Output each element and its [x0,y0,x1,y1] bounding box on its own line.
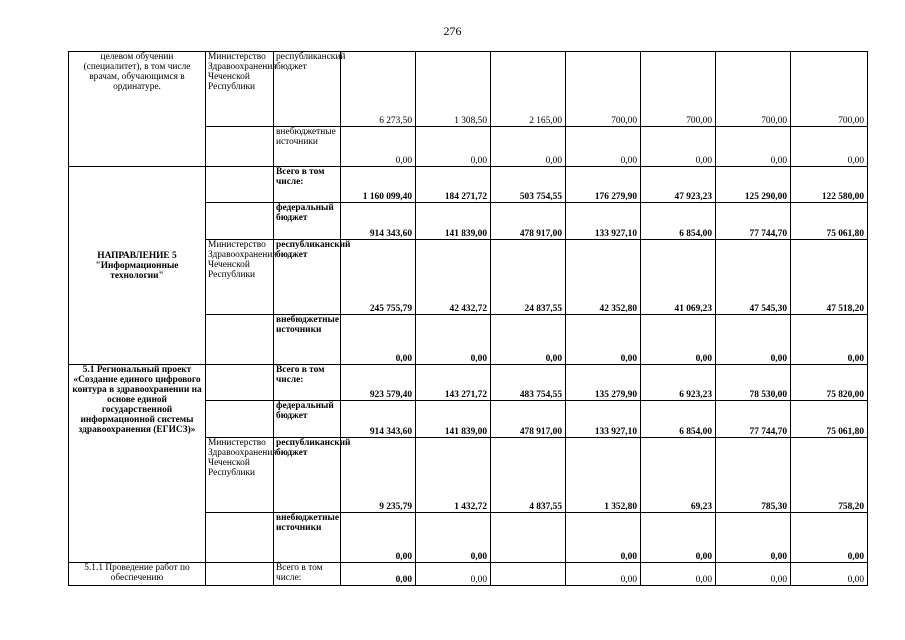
value-cell: 176 279,90 [566,167,641,203]
value-cell: 0,00 [791,513,868,563]
executor-cell [206,563,274,586]
row-name-cell: НАПРАВЛЕНИЕ 5 "Информационные технологии" [69,167,206,365]
value-cell: 6 854,00 [641,203,716,240]
value-cell: 914 343,60 [341,401,416,438]
value-cell: 0,00 [791,127,868,167]
value-cell: 0,00 [641,127,716,167]
value-cell: 133 927,10 [566,401,641,438]
value-cell: 914 343,60 [341,203,416,240]
value-cell: 0,00 [716,315,791,365]
value-cell: 75 820,00 [791,365,868,401]
value-cell: 700,00 [716,52,791,127]
executor-cell [206,365,274,401]
table-row [69,52,868,127]
value-cell: 503 754,55 [491,167,566,203]
value-cell: 0,00 [716,513,791,563]
value-cell: 6 923,23 [641,365,716,401]
value-cell: 47 545,30 [716,240,791,315]
value-cell: 700,00 [791,52,868,127]
value-cell: 0,00 [416,513,491,563]
source-cell: республиканский бюджет [274,240,341,315]
value-cell: 141 839,00 [416,401,491,438]
table-row [69,365,868,401]
value-cell: 0,00 [716,563,791,586]
value-cell: 1 308,50 [416,52,491,127]
source-cell: внебюджетные источники [274,127,341,167]
value-cell: 785,30 [716,438,791,513]
value-cell: 0,00 [341,513,416,563]
value-cell: 1 160 099,40 [341,167,416,203]
value-cell: 135 279,90 [566,365,641,401]
value-cell [491,513,566,563]
executor-cell: Министерство Здравоохранения Чеченской Республики [206,240,274,315]
value-cell: 0,00 [641,563,716,586]
value-cell: 75 061,80 [791,203,868,240]
executor-cell: Министерство Здравоохранения Чеченской Республики [206,438,274,513]
value-cell: 69,23 [641,438,716,513]
source-cell: федеральный бюджет [274,401,341,438]
value-cell: 78 530,00 [716,365,791,401]
value-cell: 6 273,50 [341,52,416,127]
value-cell: 143 271,72 [416,365,491,401]
value-cell: 923 579,40 [341,365,416,401]
value-cell: 122 580,00 [791,167,868,203]
value-cell: 0,00 [491,315,566,365]
source-cell: республиканский бюджет [274,438,341,513]
executor-cell: Министерство Здравоохранения Чеченской Республики [206,52,274,127]
value-cell: 24 837,55 [491,240,566,315]
executor-cell [206,203,274,240]
value-cell: 42 432,72 [416,240,491,315]
source-cell: Всего в том числе: [274,365,341,401]
value-cell: 77 744,70 [716,401,791,438]
budget-table [68,51,868,586]
value-cell: 0,00 [416,315,491,365]
source-cell: внебюджетные источники [274,513,341,563]
executor-cell [206,127,274,167]
value-cell: 0,00 [566,513,641,563]
value-cell: 0,00 [791,563,868,586]
executor-cell [206,401,274,438]
row-name-cell: целевом обучении (специалитет), в том числе врачам, обучающимся в ординатуре. [69,52,206,167]
page-number: 276 [443,24,462,38]
table-row [69,167,868,203]
value-cell: 1 432,72 [416,438,491,513]
value-cell: 0,00 [566,315,641,365]
value-cell: 1 352,80 [566,438,641,513]
value-cell: 0,00 [716,127,791,167]
row-name-cell: 5.1.1 Проведение работ по обеспечению [69,563,206,586]
value-cell: 2 165,00 [491,52,566,127]
value-cell: 125 290,00 [716,167,791,203]
value-cell: 47 923,23 [641,167,716,203]
value-cell: 0,00 [641,513,716,563]
value-cell: 9 235,79 [341,438,416,513]
table-row [69,563,868,586]
value-cell: 184 271,72 [416,167,491,203]
value-cell: 4 837,55 [491,438,566,513]
value-cell: 0,00 [491,127,566,167]
value-cell: 478 917,00 [491,203,566,240]
value-cell: 0,00 [566,127,641,167]
value-cell: 0,00 [566,563,641,586]
value-cell: 42 352,80 [566,240,641,315]
value-cell: 47 518,20 [791,240,868,315]
value-cell: 0,00 [791,315,868,365]
value-cell: 478 917,00 [491,401,566,438]
value-cell: 0,00 [341,315,416,365]
source-cell: внебюджетные источники [274,315,341,365]
value-cell: 41 069,23 [641,240,716,315]
value-cell: 75 061,80 [791,401,868,438]
value-cell: 0,00 [341,127,416,167]
value-cell: 77 744,70 [716,203,791,240]
value-cell [491,563,566,586]
source-cell: Всего в том числе: [274,563,341,586]
row-name-cell: 5.1 Региональный проект «Создание единого цифрового контура в здравоохранении на основе единой государственной информационной системы здравоохранения (ЕГИСЗ)» [69,365,206,563]
value-cell: 483 754,55 [491,365,566,401]
value-cell: 141 839,00 [416,203,491,240]
value-cell: 0,00 [416,563,491,586]
value-cell: 700,00 [641,52,716,127]
value-cell: 700,00 [566,52,641,127]
source-cell: Всего в том числе: [274,167,341,203]
executor-cell [206,513,274,563]
value-cell: 133 927,10 [566,203,641,240]
executor-cell [206,167,274,203]
value-cell: 0,00 [641,315,716,365]
value-cell: 6 854,00 [641,401,716,438]
source-cell: федеральный бюджет [274,203,341,240]
source-cell: республиканский бюджет [274,52,341,127]
value-cell: 0,00 [341,563,416,586]
executor-cell [206,315,274,365]
value-cell: 245 755,79 [341,240,416,315]
value-cell: 758,20 [791,438,868,513]
value-cell: 0,00 [416,127,491,167]
